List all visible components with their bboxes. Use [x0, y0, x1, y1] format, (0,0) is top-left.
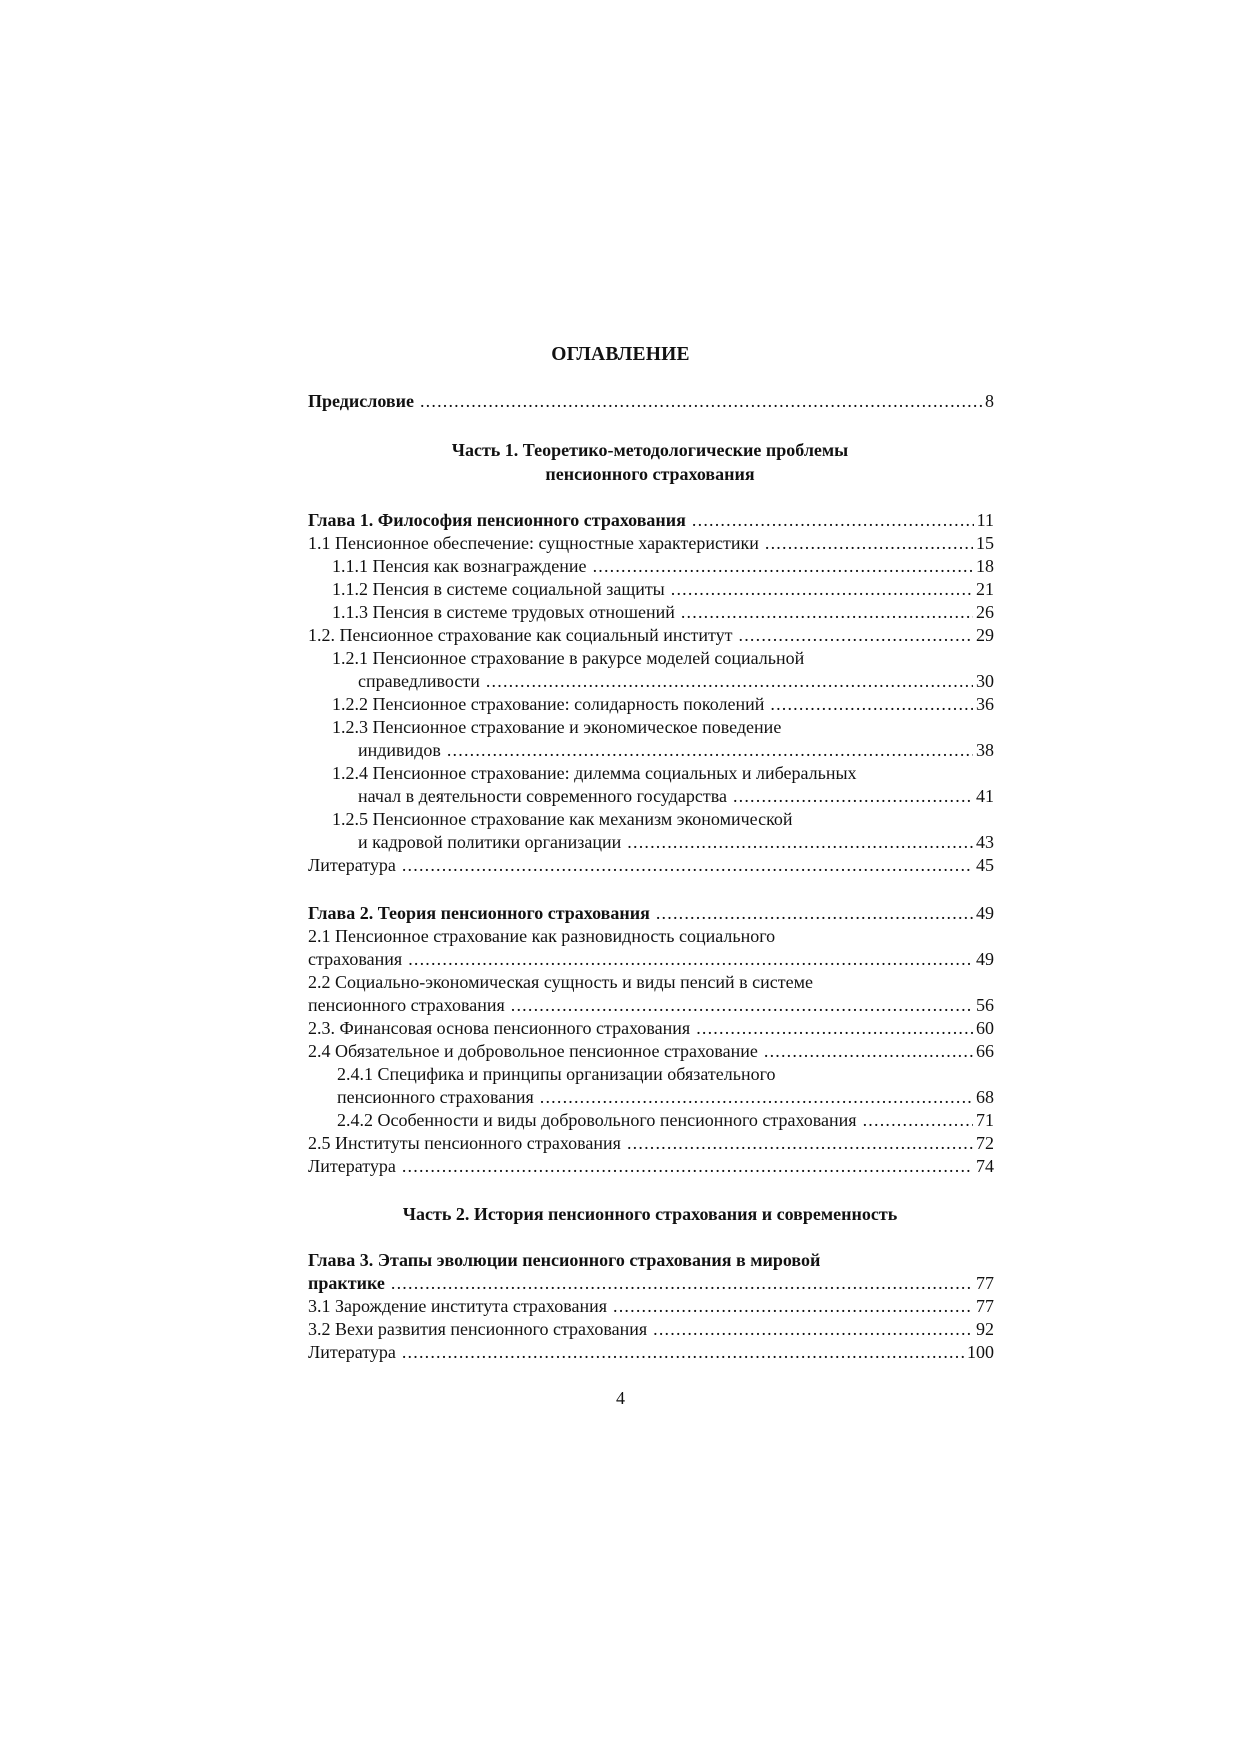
table-of-contents	[308, 0, 994, 1400]
toc-entry-2-3[interactable]	[308, 1017, 994, 1041]
toc-entry-2-2-line1: 2.2 Социально-экономическая сущность и виды пенсий в системе	[308, 972, 813, 992]
toc-entry-page: 21	[976, 579, 994, 599]
toc-entry-page: 71	[976, 1110, 994, 1130]
toc-entry-1-1-1[interactable]	[332, 555, 994, 579]
toc-entry-literature-1[interactable]	[308, 854, 994, 878]
toc-entry-2-4-1[interactable]	[337, 1086, 994, 1110]
toc-entry-label: пенсионного страхования	[308, 995, 505, 1015]
toc-entry-page: 45	[976, 855, 994, 875]
toc-entry-2-2[interactable]	[308, 994, 994, 1018]
toc-entry-label: 2.3. Финансовая основа пенсионного страхования	[308, 1018, 691, 1038]
toc-entry-page: 77	[976, 1296, 994, 1316]
toc-entry-label: Глава 2. Теория пенсионного страхования	[308, 903, 650, 923]
toc-entry-1-2-4[interactable]	[358, 785, 994, 809]
toc-entry-page: 11	[976, 510, 994, 530]
toc-entry-label: 1.2. Пенсионное страхование как социальный институт	[308, 625, 733, 645]
dot-leader	[540, 1086, 973, 1110]
toc-entry-page: 66	[976, 1041, 994, 1061]
toc-entry-label: 1.1.2 Пенсия в системе социальной защиты	[332, 579, 665, 599]
dot-leader	[486, 670, 973, 694]
toc-entry-label: 1.1.1 Пенсия как вознаграждение	[332, 556, 587, 576]
toc-entry-page: 18	[976, 556, 994, 576]
toc-entry-label: 1.1.3 Пенсия в системе трудовых отношений	[332, 602, 675, 622]
toc-entry-page: 8	[985, 391, 994, 411]
toc-entry-1-2[interactable]	[308, 624, 994, 648]
toc-entry-1-2-1-line1: 1.2.1 Пенсионное страхование в ракурсе моделей социальной	[332, 648, 805, 668]
toc-entry-label: 3.2 Вехи развития пенсионного страхования	[308, 1319, 648, 1339]
dot-leader	[447, 739, 973, 763]
dot-leader	[671, 578, 973, 602]
toc-entry-chapter-3-line1: Глава 3. Этапы эволюции пенсионного страхования в мировой	[308, 1250, 821, 1270]
dot-leader	[739, 624, 973, 648]
dot-leader	[613, 1295, 973, 1319]
dot-leader	[402, 854, 973, 878]
toc-entry-label: 1.1 Пенсионное обеспечение: сущностные характеристики	[308, 533, 759, 553]
toc-entry-page: 68	[976, 1087, 994, 1107]
toc-entry-1-2-1[interactable]	[358, 670, 994, 694]
dot-leader	[627, 1132, 973, 1156]
toc-entry-page: 92	[976, 1319, 994, 1339]
toc-entry-page: 49	[976, 949, 994, 969]
part-1-heading-line1: Часть 1. Теоретико-методологические проблемы	[451, 440, 849, 460]
toc-entry-label: Глава 1. Философия пенсионного страхования	[308, 510, 686, 530]
toc-entry-1-1-3[interactable]	[332, 601, 994, 625]
toc-entry-1-2-5-line1: 1.2.5 Пенсионное страхование как механизм экономической	[332, 809, 793, 829]
toc-entry-page: 74	[976, 1156, 994, 1176]
part-2-heading	[310, 1203, 990, 1227]
part-1-heading	[310, 439, 990, 486]
toc-entry-chapter-1[interactable]	[308, 509, 994, 533]
toc-entry-label: 1.2.2 Пенсионное страхование: солидарность поколений	[332, 694, 765, 714]
toc-entry-label: 2.4 Обязательное и добровольное пенсионное страхование	[308, 1041, 758, 1061]
dot-leader	[863, 1109, 973, 1133]
toc-entry-label: справедливости	[358, 671, 480, 691]
toc-entry-page: 72	[976, 1133, 994, 1153]
toc-entry-label: Литература	[308, 1342, 396, 1362]
dot-leader	[511, 994, 973, 1018]
page-number: 4	[616, 1388, 625, 1408]
toc-entry-2-4-1-line1: 2.4.1 Специфика и принципы организации обязательного	[337, 1064, 776, 1084]
toc-entry-page: 49	[976, 903, 994, 923]
toc-entry-1-2-2[interactable]	[332, 693, 994, 717]
page-title: ОГЛАВЛЕНИЕ	[551, 344, 690, 365]
toc-entry-page: 30	[976, 671, 994, 691]
dot-leader	[681, 601, 973, 625]
dot-leader	[692, 509, 974, 533]
dot-leader	[408, 948, 973, 972]
toc-entry-1-2-3[interactable]	[358, 739, 994, 763]
dot-leader	[420, 390, 982, 414]
toc-entry-label: индивидов	[358, 740, 441, 760]
toc-entry-literature-3[interactable]	[308, 1341, 994, 1365]
toc-entry-page: 36	[976, 694, 994, 714]
toc-entry-label: Предисловие	[308, 391, 414, 411]
toc-entry-3-2[interactable]	[308, 1318, 994, 1342]
toc-entry-page: 60	[976, 1018, 994, 1038]
dot-leader	[627, 831, 973, 855]
dot-leader	[593, 555, 973, 579]
toc-entry-page: 41	[976, 786, 994, 806]
toc-entry-chapter-2[interactable]	[308, 902, 994, 926]
toc-entry-label: практике	[308, 1273, 385, 1293]
dot-leader	[770, 693, 973, 717]
toc-entry-label: 2.5 Институты пенсионного страхования	[308, 1133, 621, 1153]
toc-entry-3-1[interactable]	[308, 1295, 994, 1319]
toc-entry-page: 77	[976, 1273, 994, 1293]
toc-entry-literature-2[interactable]	[308, 1155, 994, 1179]
toc-entry-2-4-2[interactable]	[337, 1109, 994, 1133]
toc-entry-page: 29	[976, 625, 994, 645]
toc-entry-label: 2.4.2 Особенности и виды добровольного пенсионного страхования	[337, 1110, 857, 1130]
toc-entry-label: начал в деятельности современного государства	[358, 786, 727, 806]
toc-entry-1-2-3-line1: 1.2.3 Пенсионное страхование и экономическое поведение	[332, 717, 782, 737]
toc-entry-page: 26	[976, 602, 994, 622]
toc-entry-page: 100	[967, 1342, 994, 1362]
dot-leader	[733, 785, 973, 809]
toc-entry-1-1[interactable]	[308, 532, 994, 556]
part-2-heading-line1: Часть 2. История пенсионного страхования и современность	[402, 1204, 898, 1224]
toc-entry-1-1-2[interactable]	[332, 578, 994, 602]
toc-entry-1-2-4-line1: 1.2.4 Пенсионное страхование: дилемма социальных и либеральных	[332, 763, 857, 783]
dot-leader	[764, 1040, 973, 1064]
dot-leader	[391, 1272, 973, 1296]
toc-entry-label: 3.1 Зарождение института страхования	[308, 1296, 608, 1316]
toc-entry-chapter-3[interactable]	[308, 1272, 994, 1296]
toc-entry-page: 15	[976, 533, 994, 553]
toc-entry-label: и кадровой политики организации	[358, 832, 622, 852]
dot-leader	[402, 1341, 964, 1365]
toc-entry-preface[interactable]	[308, 390, 994, 414]
dot-leader	[765, 532, 973, 556]
dot-leader	[402, 1155, 973, 1179]
toc-entry-2-1-line1: 2.1 Пенсионное страхование как разновидность социального	[308, 926, 776, 946]
toc-entry-label: Литература	[308, 1156, 396, 1176]
toc-entry-1-2-5[interactable]	[358, 831, 994, 855]
toc-entry-2-5[interactable]	[308, 1132, 994, 1156]
toc-entry-label: Литература	[308, 855, 396, 875]
toc-entry-page: 56	[976, 995, 994, 1015]
toc-entry-label: страхования	[308, 949, 403, 969]
dot-leader	[653, 1318, 973, 1342]
part-1-heading-line2: пенсионного страхования	[545, 463, 755, 484]
toc-entry-page: 43	[976, 832, 994, 852]
toc-entry-2-4[interactable]	[308, 1040, 994, 1064]
dot-leader	[696, 1017, 973, 1041]
toc-entry-label: пенсионного страхования	[337, 1087, 534, 1107]
dot-leader	[656, 902, 973, 926]
toc-entry-2-1[interactable]	[308, 948, 994, 972]
toc-entry-page: 38	[976, 740, 994, 760]
